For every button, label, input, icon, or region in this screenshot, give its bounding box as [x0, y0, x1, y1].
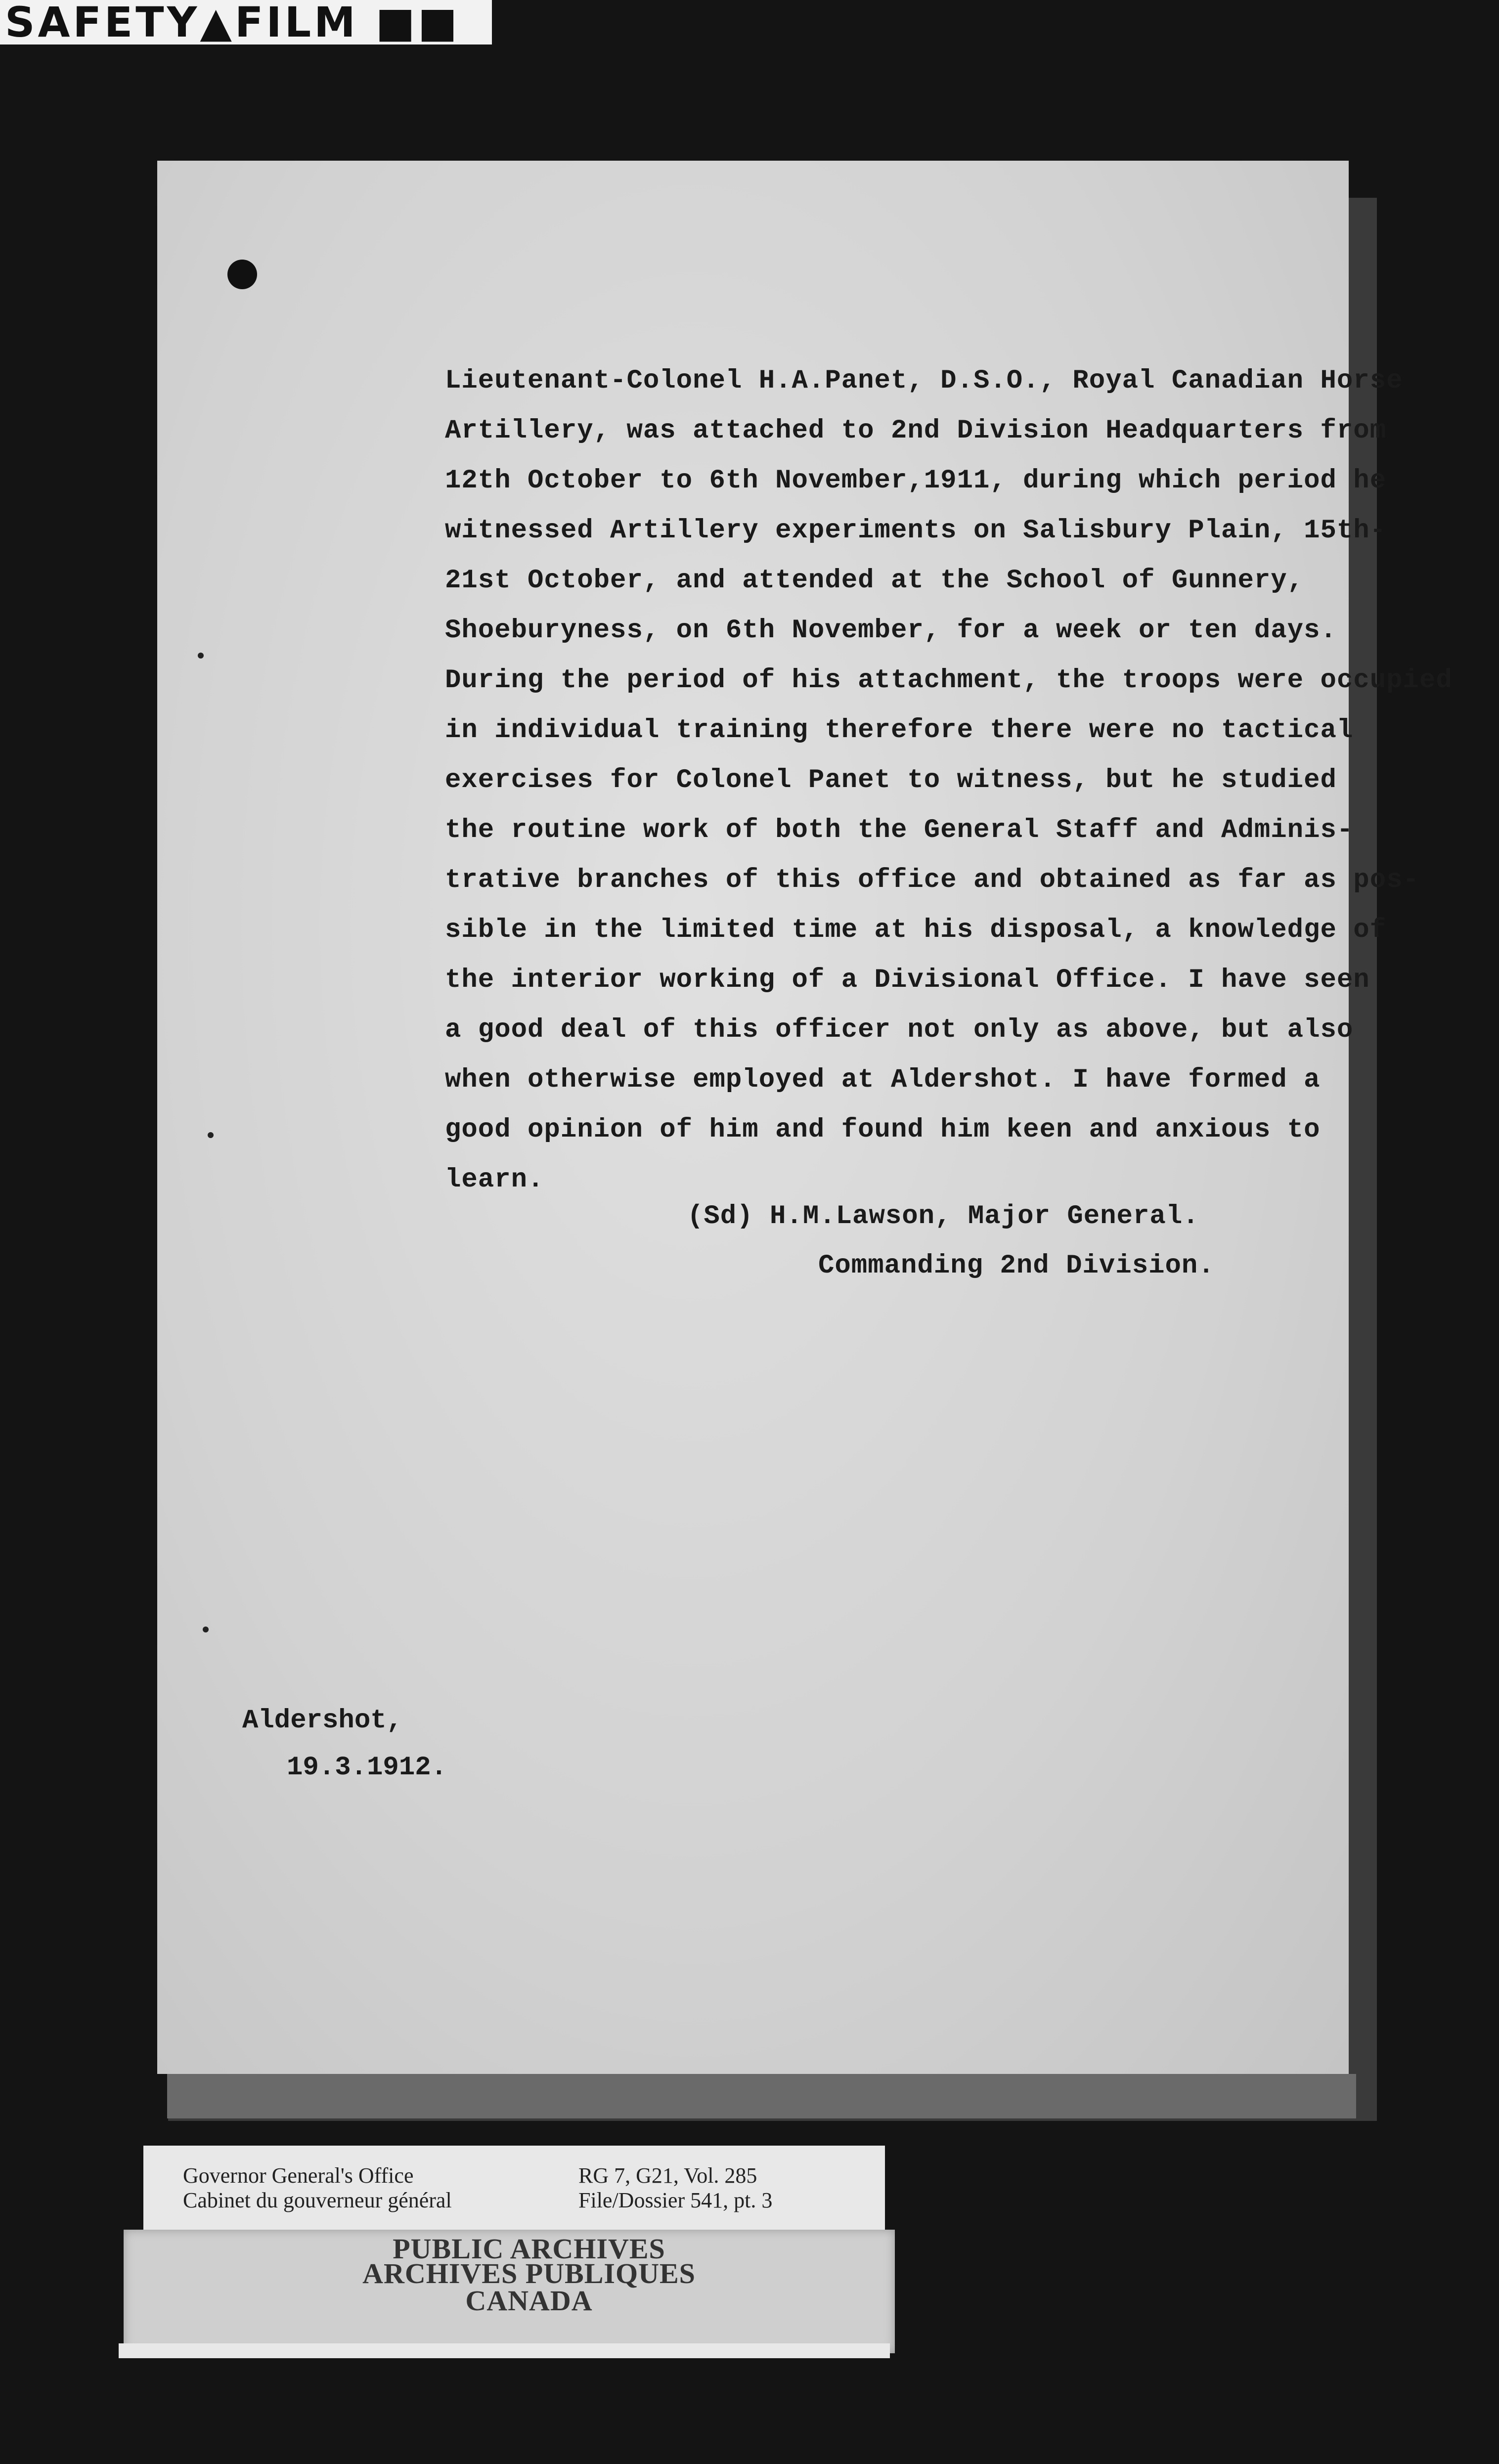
stamp-line-english: PUBLIC ARCHIVES	[393, 2233, 665, 2265]
body-line: During the period of his attachment, the troops were occupied	[445, 665, 1453, 696]
body-line: the interior working of a Divisional Office. I have seen	[445, 965, 1370, 995]
letter-body	[445, 356, 1453, 1205]
body-line: 12th October to 6th November,1911, during which period he	[445, 466, 1387, 496]
film-speck	[208, 1132, 214, 1138]
body-line: witnessed Artillery experiments on Salisbury Plain, 15th-	[445, 516, 1387, 546]
body-line: sible in the limited time at his disposal, a knowledge of	[445, 915, 1387, 945]
body-line: the routine work of both the General Staff and Adminis-	[445, 815, 1354, 845]
body-line: trative branches of this office and obtained as far as pos-	[445, 865, 1419, 895]
body-line: 21st October, and attended at the School of Gunnery,	[445, 566, 1304, 596]
punch-hole-mark	[227, 260, 257, 289]
record-group-reference: RG 7, G21, Vol. 285	[578, 2163, 757, 2188]
body-line: good opinion of him and found him keen and anxious to	[445, 1115, 1321, 1145]
body-line: learn.	[445, 1165, 544, 1195]
body-line: in individual training therefore there were no tactical	[445, 715, 1354, 746]
stamp-line-country: CANADA	[465, 2285, 593, 2317]
body-line: exercises for Colonel Panet to witness, but he studied	[445, 765, 1337, 795]
letter-date: 19.3.1912.	[287, 1753, 447, 1783]
signature-name: (Sd) H.M.Lawson, Major General.	[687, 1201, 1199, 1232]
letter-place: Aldershot,	[242, 1706, 403, 1736]
film-edge-strip	[119, 2343, 890, 2358]
body-line: when otherwise employed at Aldershot. I have formed a	[445, 1065, 1321, 1095]
film-speck	[203, 1627, 209, 1632]
body-line: Artillery, was attached to 2nd Division Headquarters from	[445, 416, 1387, 446]
page-bottom-edge	[167, 2074, 1356, 2118]
body-line: Shoeburyness, on 6th November, for a week or ten days.	[445, 616, 1337, 646]
signature-title: Commanding 2nd Division.	[818, 1251, 1215, 1281]
film-speck	[198, 653, 204, 659]
body-line: Lieutenant-Colonel H.A.Panet, D.S.O., Royal Canadian Horse	[445, 366, 1403, 396]
file-dossier-reference: File/Dossier 541, pt. 3	[578, 2188, 773, 2212]
safety-film-label: SAFETY▲FILM ■■	[0, 0, 492, 44]
body-line: a good deal of this officer not only as above, but also	[445, 1015, 1354, 1045]
office-name-english: Governor General's Office	[183, 2163, 414, 2188]
stamp-line-french: ARCHIVES PUBLIQUES	[362, 2257, 696, 2289]
office-name-french: Cabinet du gouverneur général	[183, 2188, 452, 2212]
